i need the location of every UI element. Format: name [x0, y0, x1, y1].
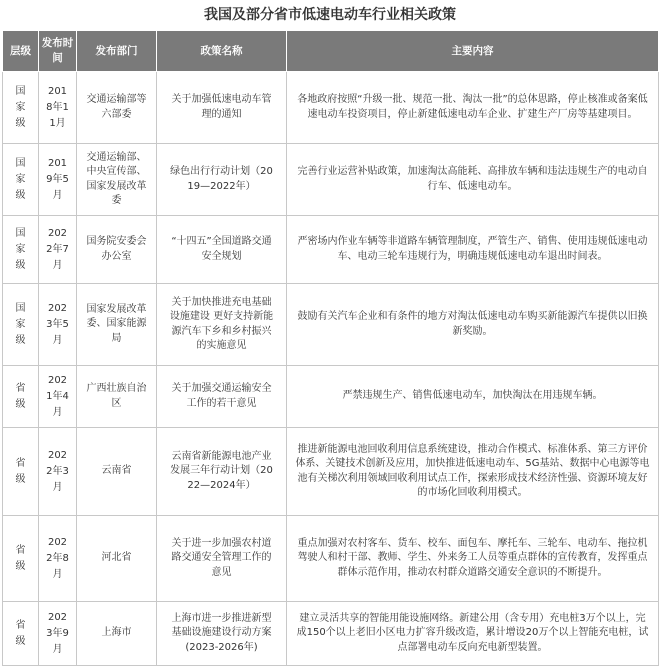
cell-dept: 国家发展改革委、国家能源局 [77, 284, 157, 366]
cell-dept: 交通运输部等六部委 [77, 72, 157, 144]
table-row [3, 516, 659, 602]
cell-level: 国家级 [3, 284, 39, 366]
table-row [3, 428, 659, 516]
table-row [3, 284, 659, 366]
cell-dept: 云南省 [77, 428, 157, 516]
cell-date: 2022年7月 [39, 216, 77, 284]
header-content: 主要内容 [287, 31, 659, 72]
table-row [3, 366, 659, 428]
cell-level: 国家级 [3, 216, 39, 284]
cell-date: 2022年3月 [39, 428, 77, 516]
cell-dept: 交通运输部、中央宣传部、国家发展改革委 [77, 144, 157, 216]
cell-level: 国家级 [3, 72, 39, 144]
table-row [3, 216, 659, 284]
cell-content: 严禁违规生产、销售低速电动车，加快淘汰在用违规车辆。 [287, 366, 659, 428]
header-policy: 政策名称 [157, 31, 287, 72]
cell-level: 省级 [3, 366, 39, 428]
cell-dept: 广西壮族自治区 [77, 366, 157, 428]
table-row [3, 72, 659, 144]
cell-content: 严密场内作业车辆等非道路车辆管理制度，严管生产、销售、使用违规低速电动车、电动三轮车违规行为，明确违规低速电动车退出时间表。 [287, 216, 659, 284]
cell-policy: 关于加强低速电动车管理的通知 [157, 72, 287, 144]
cell-policy: “十四五”全国道路交通安全规划 [157, 216, 287, 284]
table-row [3, 144, 659, 216]
cell-level: 省级 [3, 516, 39, 602]
header-date: 发布时间 [39, 31, 77, 72]
policy-table [2, 30, 659, 666]
cell-content: 推进新能源电池回收利用信息系统建设，推动合作模式、标准体系、第三方评价体系、关键技术创新及应用，加快推进低速电动车、5G基站、数据中心电源等电池有关梯次利用领域回收利用试点工作，探索形成技术经济性强、资源环境友好的市场化回收利用模式。 [287, 428, 659, 516]
cell-dept: 上海市 [77, 602, 157, 666]
cell-content: 重点加强对农村客车、货车、校车、面包车、摩托车、三轮车、电动车、拖拉机驾驶人和村干部、教师、学生、外来务工人员等重点群体的宣传教育，发挥重点群体示范作用，推动农村群众道路交通安全意识的不断提升。 [287, 516, 659, 602]
cell-level: 国家级 [3, 144, 39, 216]
header-dept: 发布部门 [77, 31, 157, 72]
cell-policy: 云南省新能源电池产业发展三年行动计划（2022—2024年） [157, 428, 287, 516]
cell-content: 建立灵活共享的智能用能设施网络。新建公用（含专用）充电桩3万个以上，完成150个以上老旧小区电力扩容升级改造，累计增设20万个以上智能充电桩，试点部署电动车反向充电新型装置。 [287, 602, 659, 666]
cell-date: 2022年8月 [39, 516, 77, 602]
cell-content: 鼓励有关汽车企业和有条件的地方对淘汰低速电动车购买新能源汽车提供以旧换新奖励。 [287, 284, 659, 366]
table-row [3, 602, 659, 666]
cell-policy: 上海市进一步推进新型基础设施建设行动方案(2023-2026年) [157, 602, 287, 666]
cell-date: 2023年5月 [39, 284, 77, 366]
cell-date: 2023年9月 [39, 602, 77, 666]
header-level: 层级 [3, 31, 39, 72]
page-title: 我国及部分省市低速电动车行业相关政策 [204, 7, 456, 23]
cell-dept: 河北省 [77, 516, 157, 602]
cell-policy: 绿色出行行动计划（2019—2022年） [157, 144, 287, 216]
cell-level: 省级 [3, 428, 39, 516]
cell-date: 2018年11月 [39, 72, 77, 144]
cell-policy: 关于加快推进充电基础设施建设 更好支持新能源汽车下乡和乡村振兴的实施意见 [157, 284, 287, 366]
cell-content: 各地政府按照“升级一批、规范一批、淘汰一批”的总体思路，停止核准或备案低速电动车投资项目，停止新建低速电动车企业、扩建生产厂房等基建项目。 [287, 72, 659, 144]
cell-content: 完善行业运营补贴政策，加速淘汰高能耗、高排放车辆和违法违规生产的电动自行车、低速电动车。 [287, 144, 659, 216]
cell-date: 2021年4月 [39, 366, 77, 428]
cell-policy: 关于进一步加强农村道路交通安全管理工作的意见 [157, 516, 287, 602]
cell-dept: 国务院安委会办公室 [77, 216, 157, 284]
cell-date: 2019年5月 [39, 144, 77, 216]
cell-level: 省级 [3, 602, 39, 666]
table-header [3, 31, 659, 72]
cell-policy: 关于加强交通运输安全工作的若干意见 [157, 366, 287, 428]
